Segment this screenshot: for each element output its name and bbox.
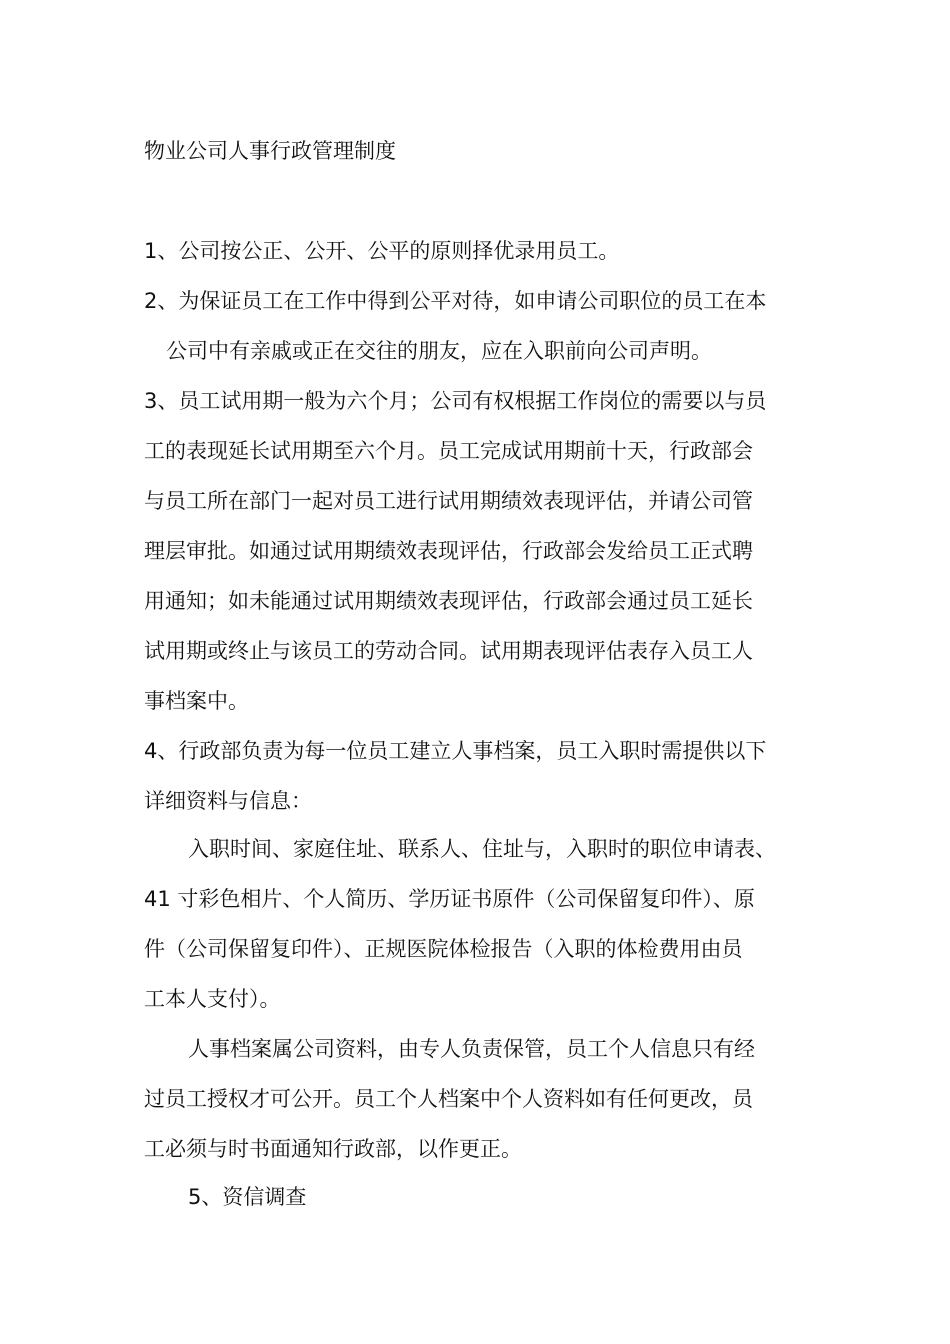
document-title: 物业公司人事行政管理制度 <box>144 139 396 163</box>
paragraph-line-18: 过员工授权才可公开。员工个人档案中个人资料如有任何更改，员 <box>144 1087 753 1111</box>
paragraph-line-12: 详细资料与信息： <box>144 789 312 813</box>
paragraph-line-2: 2、为保证员工在工作中得到公平对待，如申请公司职位的员工在本 <box>144 289 767 313</box>
paragraph-line-13: 入职时间、家庭住址、联系人、住址与，入职时的职位申请表、 <box>188 837 776 861</box>
paragraph-line-19: 工必须与时书面通知行政部，以作更正。 <box>144 1137 522 1161</box>
paragraph-line-15: 件（公司保留复印件）、正规医院体检报告（入职的体检费用由员 <box>144 937 743 961</box>
paragraph-line-9: 试用期或终止与该员工的劳动合同。试用期表现评估表存入员工人 <box>144 639 753 663</box>
paragraph-line-5: 工的表现延长试用期至六个月。员工完成试用期前十天，行政部会 <box>144 439 753 463</box>
paragraph-line-4: 3、员工试用期一般为六个月；公司有权根据工作岗位的需要以与员 <box>144 389 767 413</box>
paragraph-line-1: 1、公司按公正、公开、公平的原则择优录用员工。 <box>144 239 620 263</box>
paragraph-line-3: 公司中有亲戚或正在交往的朋友，应在入职前向公司声明。 <box>166 339 712 363</box>
paragraph-line-10: 事档案中。 <box>144 689 249 713</box>
paragraph-line-11: 4、行政部负责为每一位员工建立人事档案，员工入职时需提供以下 <box>144 739 767 763</box>
paragraph-line-6: 与员工所在部门一起对员工进行试用期绩效表现评估，并请公司管 <box>144 489 753 513</box>
paragraph-line-8: 用通知；如未能通过试用期绩效表现评估，行政部会通过员工延长 <box>144 589 753 613</box>
paragraph-line-7: 理层审批。如通过试用期绩效表现评估，行政部会发给员工正式聘 <box>144 539 753 563</box>
paragraph-line-14: 41 寸彩色相片、个人简历、学历证书原件（公司保留复印件）、原 <box>144 887 755 911</box>
section-heading-5: 5、资信调查 <box>188 1185 307 1209</box>
paragraph-line-17: 人事档案属公司资料，由专人负责保管，员工个人信息只有经 <box>188 1037 755 1061</box>
paragraph-line-16: 工本人支付）。 <box>144 987 281 1011</box>
